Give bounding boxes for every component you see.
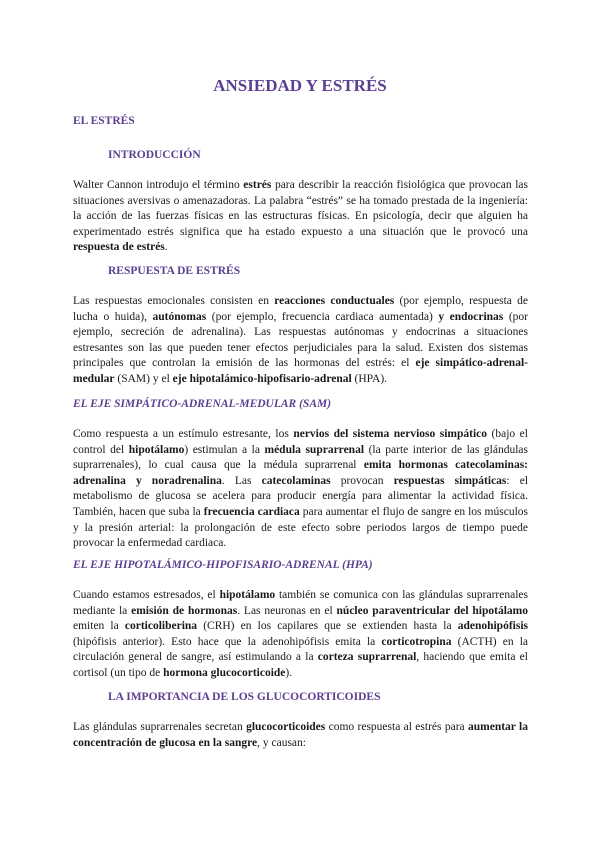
paragraph-respuesta-estres: Las respuestas emocionales consisten en reacciones conductuales (por ejemplo, respuesta de lucha o huida), autónomas (por ejemplo, frecuencia cardiaca aumentada) y endocrinas (por ejemplo, secreción de adrenalina). Las respuestas autónomas y endocrinas a situaciones estresantes son las que pueden tener efectos perjudiciales para la salud. Existen dos sistemas principales que controlan la emisión de las hormonas del estrés: el eje simpático-adrenal-medular (SAM) y el eje hipotalámico-hipofisario-adrenal (HPA).	[73, 295, 528, 385]
subheading-respuesta-estres: RESPUESTA DE ESTRÉS	[108, 265, 241, 277]
paragraph-eje-sam: Como respuesta a un estímulo estresante, los nervios del sistema nervioso simpático (bajo el control del hipotálamo) estimulan a la médula suprarrenal (la parte interior de las glándulas suprarrenales), lo cual causa que la médula suprarrenal emita hormonas catecolaminas: adrenalina y noradrenalina. Las catecolaminas provocan respuestas simpáticas: el metabolismo de glucosa se acelera para producir energía para alimentar la actividad física. También, hacen que suba la frecuencia cardiaca para aumentar el flujo de sangre en los músculos y la presión arterial: la prolongación de este efecto sobre periodos largos de tiempo puede provocar la enfermedad cardiaca.	[73, 428, 529, 550]
document-title: ANSIEDAD Y ESTRÉS	[213, 76, 387, 95]
paragraph-eje-hpa: Cuando estamos estresados, el hipotálamo también se comunica con las glándulas suprarrenales mediante la emisión de hormonas. Las neuronas en el núcleo paraventricular del hipotálamo emiten la corticoliberina (CRH) en los capilares que se extienden hasta la adenohipófisis (hipófisis anterior). Esto hace que la adenohipófisis emita la corticotropina (ACTH) en la circulación general de sangre, así estimulando a la corteza suprarrenal, haciendo que emita el cortisol (un tipo de hormona glucocorticoide).	[73, 589, 528, 679]
paragraph-introduccion: Walter Cannon introdujo el término estrés para describir la reacción fisiológica que provocan las situaciones aversivas o amenazadoras. La palabra “estrés” se ha tomado prestada de la ingeniería: la acción de las fuerzas físicas en las estructuras físicas. En psicología, decir que alguien ha experimentado estrés significa que ha estado expuesto a una situación que le provocó una respuesta de estrés.	[73, 179, 528, 254]
subheading-eje-sam: EL EJE SIMPÁTICO-ADRENAL-MEDULAR (SAM)	[73, 398, 332, 410]
subheading-introduccion: INTRODUCCIÓN	[108, 149, 201, 161]
section-heading-estres: EL ESTRÉS	[73, 115, 135, 127]
subheading-eje-hpa: EL EJE HIPOTALÁMICO-HIPOFISARIO-ADRENAL (HPA)	[73, 559, 373, 571]
subheading-glucocorticoides: LA IMPORTANCIA DE LOS GLUCOCORTICOIDES	[108, 691, 381, 703]
paragraph-glucocorticoides: Las glándulas suprarrenales secretan glucocorticoides como respuesta al estrés para aumentar la concentración de glucosa en la sangre, y causan:	[73, 721, 528, 749]
